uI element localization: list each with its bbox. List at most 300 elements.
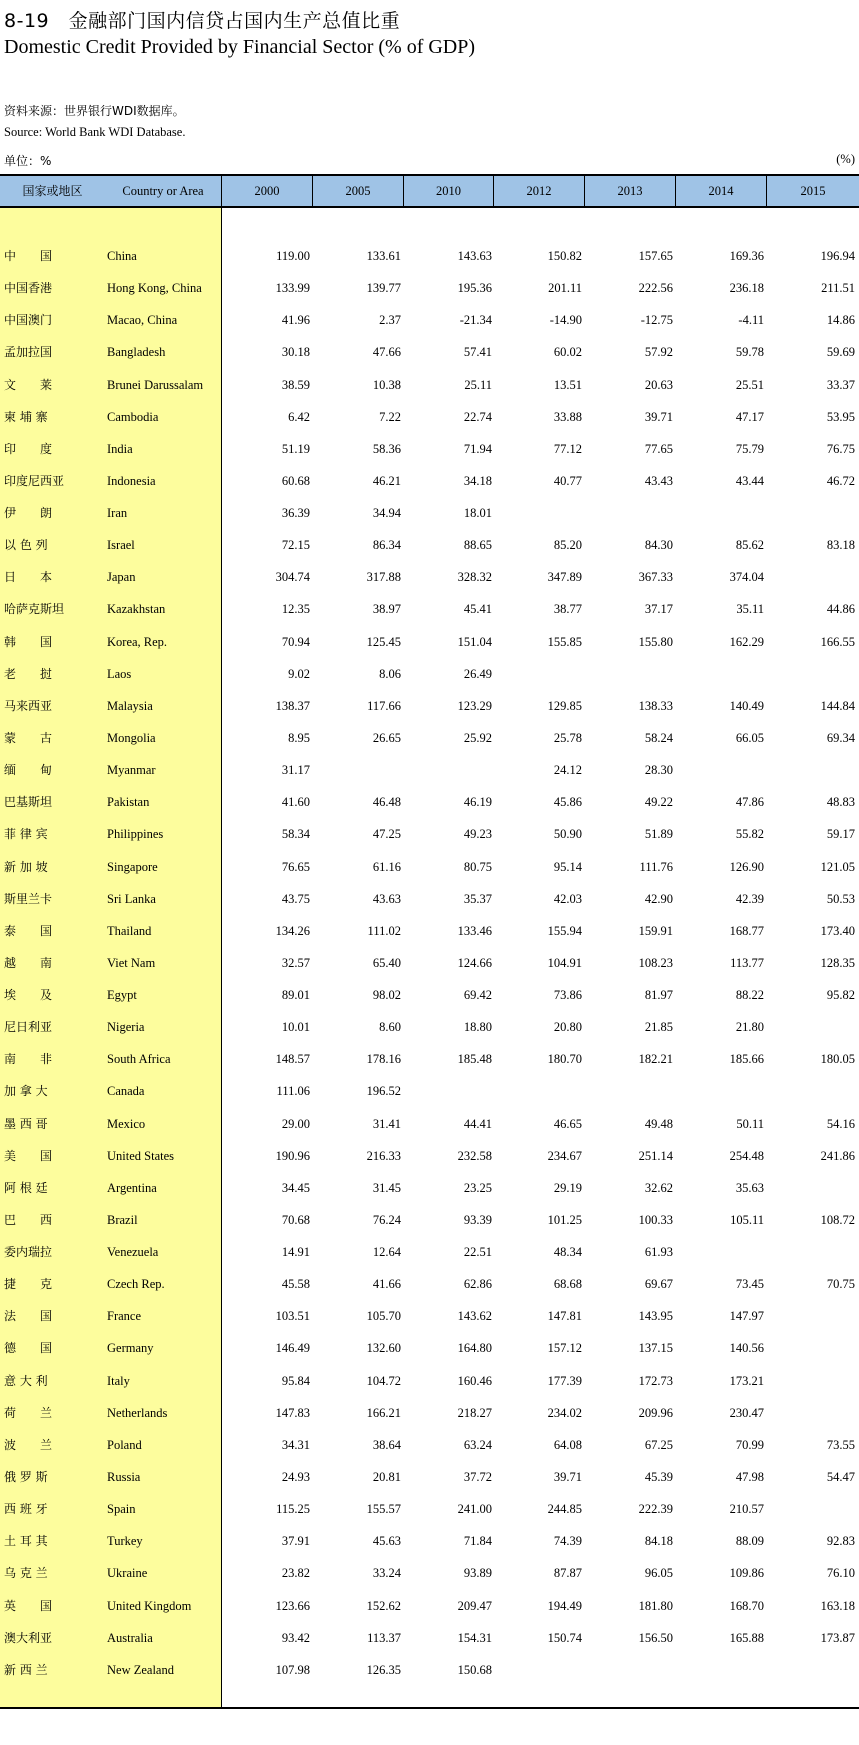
value-cell: 93.89 [463, 1566, 492, 1581]
value-cell: 7.22 [379, 409, 401, 424]
country-name-cn: 越 南 [4, 955, 53, 970]
value-cell: 84.18 [644, 1534, 673, 1549]
value-cell: 155.94 [547, 923, 582, 938]
value-cell: 367.33 [638, 570, 673, 585]
value-cell: 31.17 [281, 763, 310, 778]
value-cell: 138.37 [275, 698, 310, 713]
value-cell: 244.85 [547, 1502, 582, 1517]
value-cell: 18.80 [463, 1020, 492, 1035]
value-cell [775, 1332, 855, 1364]
value-cell: 2.37 [379, 313, 401, 328]
value-cell: 64.08 [553, 1437, 582, 1452]
value-cell [684, 1075, 764, 1107]
country-name-cn: 斯里兰卡 [4, 891, 53, 906]
value-cell: 86.34 [372, 538, 401, 553]
country-name-en: Poland [107, 1437, 142, 1452]
value-cell: 123.66 [275, 1598, 310, 1613]
country-name-cn: 日 本 [4, 570, 53, 585]
value-cell: 209.47 [457, 1598, 492, 1613]
value-cell: 39.71 [644, 409, 673, 424]
value-cell: 71.84 [463, 1534, 492, 1549]
country-name-cn: 南 非 [4, 1052, 53, 1067]
value-cell: 25.51 [735, 377, 764, 392]
value-cell: 211.51 [821, 281, 855, 296]
value-cell: 54.16 [826, 1116, 855, 1131]
value-cell: 163.18 [820, 1598, 855, 1613]
value-cell: 177.39 [547, 1373, 582, 1388]
table-row [0, 1108, 859, 1140]
country-name-en: Brazil [107, 1212, 138, 1227]
value-cell: 20.63 [644, 377, 673, 392]
table-row [0, 1365, 859, 1397]
value-cell [775, 1011, 855, 1043]
value-cell: 144.84 [820, 698, 855, 713]
value-cell: 121.05 [820, 859, 855, 874]
unit-label-en: (%) [836, 152, 855, 166]
value-cell [775, 754, 855, 786]
country-name-en: Italy [107, 1373, 130, 1388]
value-cell: 77.12 [553, 441, 582, 456]
country-name-en: Ukraine [107, 1566, 148, 1581]
country-name-en: Cambodia [107, 409, 159, 424]
value-cell: 42.03 [553, 891, 582, 906]
value-cell: 34.45 [281, 1180, 310, 1195]
country-name-cn: 印 度 [4, 441, 53, 456]
table-header [0, 174, 859, 208]
value-cell: -4.11 [738, 313, 764, 328]
value-cell: 31.45 [372, 1180, 401, 1195]
value-cell: 47.86 [735, 795, 764, 810]
table-row [0, 1140, 859, 1172]
value-cell: 12.64 [372, 1245, 401, 1259]
table-row [0, 883, 859, 915]
value-cell [775, 1172, 855, 1204]
value-cell: 218.27 [457, 1405, 492, 1420]
value-cell: 157.65 [638, 249, 673, 263]
value-cell: 143.95 [638, 1309, 673, 1324]
country-name-en: Thailand [107, 923, 152, 938]
value-cell: 139.77 [366, 281, 401, 296]
value-cell: 62.86 [463, 1277, 492, 1292]
value-cell: 13.51 [553, 377, 582, 392]
value-cell [775, 561, 855, 593]
country-name-cn: 乌 克 兰 [4, 1566, 48, 1581]
value-cell: 117.66 [367, 698, 401, 713]
value-cell: 147.97 [729, 1309, 764, 1324]
value-cell: 43.75 [281, 891, 310, 906]
value-cell [775, 658, 855, 690]
country-name-cn: 土 耳 其 [4, 1534, 48, 1549]
value-cell: 26.49 [463, 666, 492, 681]
country-name-en: Turkey [107, 1534, 143, 1549]
country-name-en: Pakistan [107, 795, 150, 810]
value-cell: 31.41 [372, 1116, 401, 1131]
value-cell: 85.20 [553, 538, 582, 553]
value-cell [502, 658, 582, 690]
country-name-cn: 中国澳门 [4, 313, 53, 328]
table-row [0, 529, 859, 561]
value-cell: 58.36 [372, 441, 401, 456]
value-cell: 185.48 [457, 1052, 492, 1067]
value-cell: 95.82 [826, 988, 855, 1002]
value-cell: 152.62 [366, 1598, 401, 1613]
value-cell: 50.90 [553, 827, 582, 842]
value-cell: 50.53 [826, 891, 855, 906]
value-cell [775, 1300, 855, 1332]
value-cell [593, 497, 673, 529]
value-cell: 92.83 [826, 1534, 855, 1549]
value-cell: 70.94 [281, 634, 310, 649]
value-cell: 182.21 [638, 1052, 673, 1067]
value-cell: 374.04 [729, 570, 764, 585]
value-cell: 47.17 [735, 409, 764, 424]
value-cell: 113.77 [730, 955, 764, 970]
table-row [0, 1075, 859, 1107]
value-cell: 76.24 [372, 1212, 401, 1227]
value-cell: 159.91 [638, 923, 673, 938]
country-name-en: Myanmar [107, 763, 156, 778]
value-cell: 48.34 [553, 1245, 582, 1259]
country-name-en: Argentina [107, 1180, 157, 1195]
value-cell: 53.95 [826, 409, 855, 424]
value-cell: 69.42 [463, 988, 492, 1002]
value-cell: 49.22 [644, 795, 673, 810]
value-cell: 140.49 [729, 698, 764, 713]
value-cell: 65.40 [372, 955, 401, 970]
value-cell [502, 1654, 582, 1686]
value-cell: 180.05 [820, 1052, 855, 1067]
value-cell: 59.78 [735, 345, 764, 360]
value-cell: 20.80 [553, 1020, 582, 1035]
value-cell: 84.30 [644, 538, 673, 553]
value-cell: 46.72 [826, 473, 855, 488]
value-cell [593, 658, 673, 690]
value-cell: 251.14 [638, 1148, 673, 1163]
country-name-en: Spain [107, 1502, 136, 1517]
country-name-cn: 马来西亚 [4, 698, 53, 713]
value-cell: 104.72 [366, 1373, 401, 1388]
value-cell [412, 1075, 492, 1107]
country-name-cn: 阿 根 廷 [4, 1180, 48, 1195]
value-cell: 61.93 [644, 1245, 673, 1259]
value-cell: 137.15 [638, 1341, 673, 1356]
value-cell: 155.57 [366, 1502, 401, 1517]
value-cell: 54.47 [826, 1469, 855, 1484]
value-cell: 38.59 [281, 377, 310, 392]
value-cell: 166.21 [366, 1405, 401, 1420]
value-cell: 14.86 [826, 313, 855, 328]
value-cell: 166.55 [820, 634, 855, 649]
country-name-cn: 加 拿 大 [4, 1084, 48, 1099]
country-name-cn: 巴基斯坦 [4, 795, 53, 810]
table-row [0, 1557, 859, 1589]
value-cell: 105.11 [730, 1212, 764, 1227]
value-cell: 35.11 [736, 602, 764, 617]
value-cell: 101.25 [547, 1212, 582, 1227]
value-cell: 58.24 [644, 731, 673, 745]
value-cell: 113.37 [367, 1630, 401, 1645]
value-cell: 12.35 [281, 602, 310, 617]
value-cell: 45.58 [281, 1277, 310, 1292]
value-cell: 55.82 [735, 827, 764, 842]
table-row [0, 497, 859, 529]
country-name-en: Korea, Rep. [107, 634, 168, 649]
page-title-en: Domestic Credit Provided by Financial Sector (% of GDP) [4, 36, 476, 58]
value-cell: 51.19 [281, 441, 310, 456]
source-note-en: Source: World Bank WDI Database. [4, 125, 186, 139]
value-cell: 44.86 [826, 602, 855, 617]
value-cell: 38.77 [553, 602, 582, 617]
value-cell: 140.56 [729, 1341, 764, 1356]
value-cell: 134.26 [275, 923, 310, 938]
value-cell: 22.74 [463, 409, 492, 424]
country-name-cn: 伊 朗 [4, 506, 53, 520]
country-name-cn: 中国香港 [4, 281, 53, 296]
country-name-cn: 孟加拉国 [4, 345, 53, 360]
value-cell [684, 1236, 764, 1268]
value-cell: 45.63 [372, 1534, 401, 1549]
value-cell: 21.80 [735, 1020, 764, 1035]
value-cell: 133.46 [457, 923, 492, 938]
value-cell: 88.65 [463, 538, 492, 553]
value-cell: 37.17 [644, 602, 673, 617]
value-cell: 74.39 [553, 1534, 582, 1549]
value-cell: 128.35 [820, 955, 855, 970]
country-name-cn: 捷 克 [4, 1277, 53, 1292]
value-cell: 72.15 [281, 538, 310, 553]
value-cell: 46.21 [372, 473, 401, 488]
value-cell: 51.89 [644, 827, 673, 842]
country-name-cn: 委内瑞拉 [4, 1245, 53, 1259]
header-country-cn: 国家或地区 [22, 184, 83, 198]
value-cell: 14.91 [281, 1245, 310, 1259]
value-cell: 178.16 [366, 1052, 401, 1067]
value-cell: 162.29 [729, 634, 764, 649]
value-cell: 126.35 [366, 1662, 401, 1677]
value-cell: -12.75 [640, 313, 673, 328]
value-cell: 42.39 [735, 891, 764, 906]
value-cell: 241.00 [457, 1502, 492, 1517]
table-row [0, 1622, 859, 1654]
header-year-2010: 2010 [404, 176, 494, 206]
value-cell: 41.96 [281, 313, 310, 328]
unit-label-cn: 单位：% [4, 154, 52, 168]
value-cell: 59.69 [826, 345, 855, 360]
table-row [0, 561, 859, 593]
value-cell: 234.02 [547, 1405, 582, 1420]
value-cell: 304.74 [275, 570, 310, 585]
value-cell: 196.52 [366, 1084, 401, 1099]
value-cell [775, 1365, 855, 1397]
country-name-en: Japan [107, 570, 136, 585]
table-row [0, 626, 859, 658]
table-row [0, 658, 859, 690]
value-cell: 181.80 [638, 1598, 673, 1613]
value-cell: 156.50 [638, 1630, 673, 1645]
value-cell: 143.62 [457, 1309, 492, 1324]
value-cell: 22.51 [463, 1245, 492, 1259]
value-cell: 104.91 [547, 955, 582, 970]
table-row [0, 1461, 859, 1493]
country-name-cn: 澳大利亚 [4, 1630, 53, 1645]
value-cell: 195.36 [457, 281, 492, 296]
value-cell: 68.68 [553, 1277, 582, 1292]
value-cell: 76.65 [281, 859, 310, 874]
table-row [0, 1493, 859, 1525]
table-row [0, 369, 859, 401]
country-name-cn: 埃 及 [4, 988, 53, 1002]
value-cell: 35.63 [735, 1180, 764, 1195]
value-cell: 109.86 [729, 1566, 764, 1581]
value-cell: 147.83 [275, 1405, 310, 1420]
value-cell: 173.87 [820, 1630, 855, 1645]
table-row [0, 1429, 859, 1461]
value-cell [593, 1075, 673, 1107]
value-cell: 58.34 [281, 827, 310, 842]
value-cell: 75.79 [735, 441, 764, 456]
country-name-en: China [107, 249, 137, 263]
value-cell: 185.66 [729, 1052, 764, 1067]
value-cell: 169.36 [729, 249, 764, 263]
value-cell: 67.25 [644, 1437, 673, 1452]
table-row [0, 1300, 859, 1332]
value-cell: 108.23 [638, 955, 673, 970]
table-row [0, 1043, 859, 1075]
value-cell: 45.86 [553, 795, 582, 810]
value-cell: 216.33 [366, 1148, 401, 1163]
value-cell: 8.95 [288, 731, 310, 745]
country-name-en: Sri Lanka [107, 891, 156, 906]
value-cell: 154.31 [457, 1630, 492, 1645]
value-cell: 32.57 [281, 955, 310, 970]
value-cell: 29.00 [281, 1116, 310, 1131]
country-name-cn: 英 国 [4, 1598, 53, 1613]
value-cell: 73.86 [553, 988, 582, 1002]
header-year-2005: 2005 [313, 176, 404, 206]
value-cell: 172.73 [638, 1373, 673, 1388]
value-cell: -21.34 [459, 313, 492, 328]
value-cell: 194.49 [547, 1598, 582, 1613]
value-cell: 25.11 [464, 377, 492, 392]
country-name-en: Mongolia [107, 731, 156, 745]
value-cell: 168.77 [729, 923, 764, 938]
value-cell: 105.70 [366, 1309, 401, 1324]
value-cell: 60.68 [281, 473, 310, 488]
country-name-cn: 尼日利亚 [4, 1020, 53, 1035]
country-name-en: United Kingdom [107, 1598, 192, 1613]
value-cell: 96.05 [644, 1566, 673, 1581]
value-cell: 76.10 [826, 1566, 855, 1581]
value-cell: 165.88 [729, 1630, 764, 1645]
table-row [0, 722, 859, 754]
value-cell: 69.67 [644, 1277, 673, 1292]
country-name-cn: 柬 埔 寨 [4, 409, 48, 424]
value-cell: 148.57 [275, 1052, 310, 1067]
value-cell: 126.90 [729, 859, 764, 874]
country-name-en: Venezuela [107, 1245, 159, 1259]
table-bottom-rule [0, 1707, 859, 1709]
value-cell: 41.66 [372, 1277, 401, 1292]
table-row [0, 1332, 859, 1364]
country-name-cn: 老 挝 [4, 666, 53, 681]
value-cell: 328.32 [457, 570, 492, 585]
value-cell: 83.18 [826, 538, 855, 553]
value-cell: 76.75 [826, 441, 855, 456]
value-cell: 23.82 [281, 1566, 310, 1581]
value-cell: 24.12 [553, 763, 582, 778]
table-row [0, 690, 859, 722]
value-cell: 47.66 [372, 345, 401, 360]
value-cell: 59.17 [826, 827, 855, 842]
country-name-en: New Zealand [107, 1662, 174, 1677]
header-year-2012: 2012 [494, 176, 585, 206]
value-cell: 43.63 [372, 891, 401, 906]
value-cell: 347.89 [547, 570, 582, 585]
value-cell: 33.24 [372, 1566, 401, 1581]
value-cell [684, 754, 764, 786]
country-name-cn: 韩 国 [4, 634, 53, 649]
value-cell: 125.45 [366, 634, 401, 649]
country-name-en: France [107, 1309, 142, 1324]
country-name-cn: 荷 兰 [4, 1405, 53, 1420]
value-cell: 133.61 [366, 249, 401, 263]
country-name-cn: 新 加 坡 [4, 859, 48, 874]
header-year-2015: 2015 [800, 184, 826, 198]
value-cell: 151.04 [457, 634, 492, 649]
value-cell: 164.80 [457, 1341, 492, 1356]
country-name-en: Malaysia [107, 698, 153, 713]
country-name-en: Laos [107, 666, 132, 681]
value-cell: 146.49 [275, 1341, 310, 1356]
value-cell: 40.77 [553, 473, 582, 488]
value-cell: 23.25 [463, 1180, 492, 1195]
country-name-cn: 缅 甸 [4, 763, 53, 778]
value-cell: 45.41 [463, 602, 492, 617]
value-cell: 132.60 [366, 1341, 401, 1356]
value-cell: 20.81 [372, 1469, 401, 1484]
country-name-cn: 泰 国 [4, 923, 53, 938]
table-row [0, 786, 859, 818]
value-cell: 147.81 [547, 1309, 582, 1324]
value-cell: 8.60 [379, 1020, 401, 1035]
country-name-en: Nigeria [107, 1020, 145, 1035]
value-cell [775, 1075, 855, 1107]
value-cell [684, 497, 764, 529]
value-cell: 43.44 [735, 473, 764, 488]
table-row [0, 1204, 859, 1236]
value-cell: 138.33 [638, 698, 673, 713]
value-cell: 107.98 [275, 1662, 310, 1677]
country-name-en: India [107, 441, 133, 456]
value-cell: 29.19 [553, 1180, 582, 1195]
value-cell [412, 754, 492, 786]
table-row [0, 851, 859, 883]
value-cell [321, 754, 401, 786]
table-row [0, 593, 859, 625]
value-cell [684, 1654, 764, 1686]
value-cell: 35.37 [463, 891, 492, 906]
country-name-en: Indonesia [107, 473, 156, 488]
country-name-en: Philippines [107, 827, 164, 842]
value-cell: 155.80 [638, 634, 673, 649]
value-cell: 155.85 [547, 634, 582, 649]
value-cell: 81.97 [644, 988, 673, 1002]
value-cell: 70.99 [735, 1437, 764, 1452]
country-name-en: United States [107, 1148, 175, 1163]
table-row [0, 1654, 859, 1686]
value-cell: 41.60 [281, 795, 310, 810]
country-name-cn: 哈萨克斯坦 [4, 602, 65, 617]
